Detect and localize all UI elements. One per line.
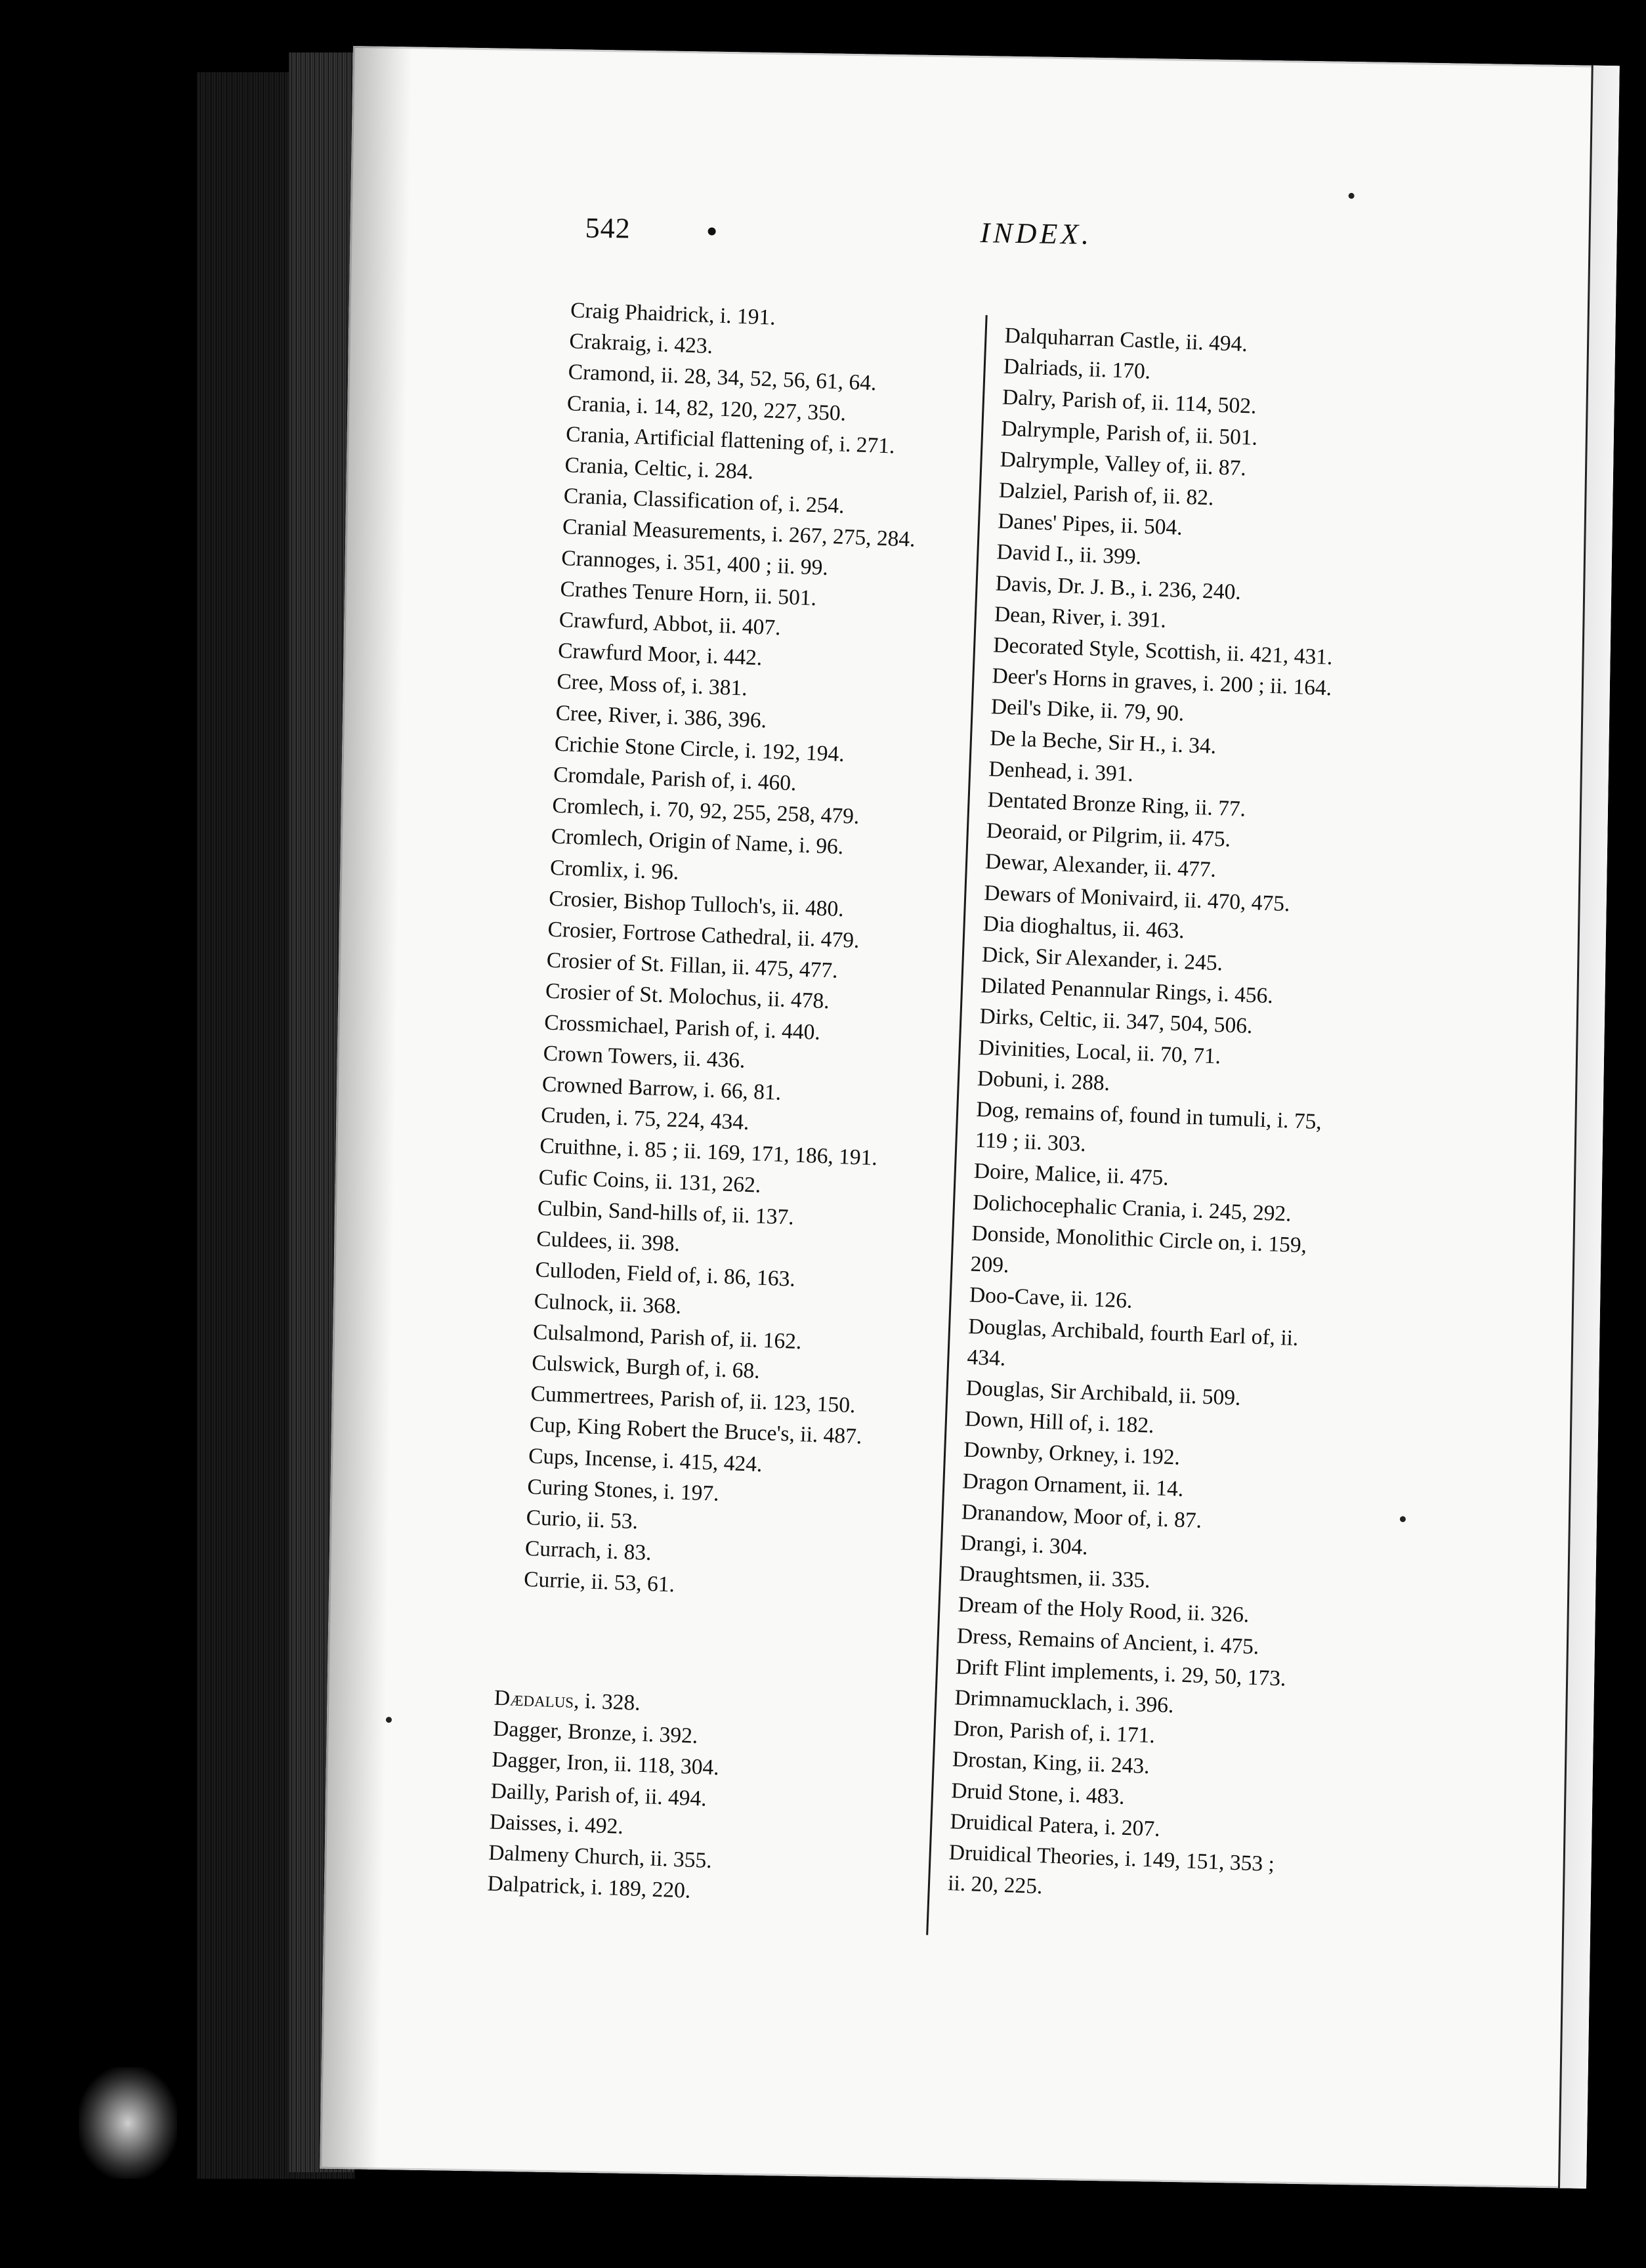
index-entry: Dalrymple, Valley of, ii. 87. [1000,447,1247,481]
index-entry: Cranial Measurements, i. 267, 275, 284. [562,514,916,553]
index-entry: David I., ii. 399. [996,539,1142,570]
index-entry: Dick, Sir Alexander, i. 245. [981,942,1223,976]
index-entry: Crania, Classification of, i. 254. [563,484,845,518]
index-entry: Crichie Stone Circle, i. 192, 194. [554,731,845,766]
index-entry: Davis, Dr. J. B., i. 236, 240. [995,571,1242,604]
index-entry: Dentated Bronze Ring, ii. 77. [987,788,1246,822]
index-entry: Drangi, i. 304. [960,1530,1089,1560]
index-entry: Cummertrees, Parish of, ii. 123, 150. [530,1381,856,1418]
index-entry: 119 ; ii. 303. [975,1128,1087,1157]
index-entry: Dalziel, Parish of, ii. 82. [998,478,1215,511]
index-entry: Dirks, Celtic, ii. 347, 504, 506. [979,1004,1253,1039]
index-entry: Curing Stones, i. 197. [526,1474,720,1506]
page-number: 542 [585,211,631,245]
index-entry: Culdees, ii. 398. [536,1227,681,1257]
index-entry: Crania, i. 14, 82, 120, 227, 350. [566,390,847,426]
index-entry: 434. [966,1345,1006,1371]
index-entry: Cruden, i. 75, 224, 434. [540,1102,750,1135]
index-column-right [947,320,1351,1912]
index-entry: Crakraig, i. 423. [568,329,713,359]
index-entry: Crathes Tenure Horn, ii. 501. [559,576,817,611]
index-entry: Cree, River, i. 386, 396. [555,700,767,733]
index-entry: Doo-Cave, ii. 126. [969,1282,1133,1314]
index-entry: Culsalmond, Parish of, ii. 162. [532,1319,802,1354]
index-entry: Currach, i. 83. [524,1536,652,1566]
index-entry: Druidical Patera, i. 207. [949,1809,1161,1841]
print-speck [1349,193,1355,199]
index-entry: Currie, ii. 53, 61. [523,1567,675,1597]
index-entry: Danes' Pipes, ii. 504. [997,509,1183,540]
index-entry: Culbin, Sand-hills of, ii. 137. [537,1196,795,1230]
index-entry: Dalriads, ii. 170. [1003,354,1151,385]
index-entry: Denhead, i. 391. [988,757,1134,787]
index-entry: Drostan, King, ii. 243. [952,1747,1150,1779]
index-entry: Divinities, Local, ii. 70, 71. [978,1035,1221,1069]
index-entry: Cups, Incense, i. 415, 424. [528,1443,763,1477]
index-entry: Cree, Moss of, i. 381. [556,669,748,701]
index-entry: Crawfurd Moor, i. 442. [557,639,763,671]
index-entry: Downby, Orkney, i. 192. [963,1437,1181,1470]
index-entry: Dolichocephalic Crania, i. 245, 292. [972,1190,1292,1227]
index-entry: Dilated Penannular Rings, i. 456. [980,973,1274,1009]
index-entry: Cufic Coins, ii. 131, 262. [538,1165,761,1198]
page-right-edge [1558,66,1620,2189]
index-entry: Culswick, Burgh of, i. 68. [531,1351,761,1383]
index-entry: Drimnamucklach, i. 396. [954,1685,1175,1718]
index-entry: Crawfurd, Abbot, ii. 407. [559,607,782,640]
index-entry: Deil's Dike, ii. 79, 90. [990,694,1185,726]
index-entry: Deoraid, or Pilgrim, ii. 475. [986,818,1231,852]
index-entry: Dalquharran Castle, ii. 494. [1004,323,1248,357]
index-entry: Dia dioghaltus, ii. 463. [982,911,1185,944]
index-entry: Deer's Horns in graves, i. 200 ; ii. 164. [991,663,1332,701]
index-entry: Down, Hill of, i. 182. [964,1406,1155,1438]
header-bullet [708,228,716,236]
index-entry: De la Beche, Sir H., i. 34. [989,725,1217,759]
index-entry: Craig Phaidrick, i. 191. [570,298,776,330]
print-speck [1400,1516,1406,1522]
index-entry: Cruithne, i. 85 ; ii. 169, 171, 186, 191. [539,1133,878,1171]
index-entry: Culloden, Field of, i. 86, 163. [534,1257,796,1292]
index-entry: Dragon Ornament, ii. 14. [962,1468,1184,1502]
index-entry: Crossmichael, Parish of, i. 440. [543,1010,821,1045]
index-entry: Cromdale, Parish of, i. 460. [553,762,797,796]
index-entry: Dobuni, i. 288. [977,1066,1110,1096]
index-entry: Druid Stone, i. 483. [950,1778,1126,1809]
index-entry: Dalry, Parish of, ii. 114, 502. [1002,385,1257,419]
index-entry: Crosier, Bishop Tulloch's, ii. 480. [548,886,845,921]
index-entry-text: Dagger, Iron, ii. 118, 304. [491,1748,720,1780]
index-entry: Crania, Artificial flattening of, i. 271. [565,421,896,459]
index-entry: Dron, Parish of, i. 171. [953,1716,1156,1748]
index-entry: Douglas, Sir Archibald, ii. 509. [965,1376,1242,1410]
index-entry: Crown Towers, ii. 436. [543,1041,746,1073]
index-entry: Dewar, Alexander, ii. 477. [984,849,1217,883]
index-page [320,46,1620,2189]
index-entry: Cromlix, i. 96. [549,855,679,885]
index-entry-text: Dalmeny Church, ii. 355. [488,1840,713,1874]
index-entry: Decorated Style, Scottish, ii. 421, 431. [992,633,1334,670]
index-entry: Crania, Celtic, i. 284. [564,453,754,484]
index-entry: Donside, Monolithic Circle on, i. 159, [971,1221,1307,1258]
index-entry: Cromlech, Origin of Name, i. 96. [551,824,844,860]
index-entry: Crowned Barrow, i. 66, 81. [541,1072,782,1105]
index-entry: Dog, remains of, found in tumuli, i. 75, [975,1097,1322,1135]
paper-stain [79,2067,177,2179]
index-entry: Dalrymple, Parish of, ii. 501. [1000,416,1258,450]
index-entry: Doire, Malice, ii. 475. [973,1159,1170,1191]
index-entry: Dranandow, Moor of, i. 87. [961,1500,1202,1533]
index-entry: Crosier of St. Fillan, ii. 475, 477. [546,948,839,984]
index-entry-text: Dailly, Parish of, ii. 494. [490,1778,707,1811]
index-entry: Curio, ii. 53. [526,1505,639,1534]
index-entry-text: , i. 328. [573,1689,641,1715]
index-entry: Drift Flint implements, i. 29, 50, 173. [955,1654,1287,1691]
index-entry: Draughtsmen, ii. 335. [958,1561,1151,1593]
index-entry: Cromlech, i. 70, 92, 255, 258, 479. [551,793,860,830]
index-column-left [523,295,923,1608]
print-speck [386,1717,392,1723]
index-entry: Douglas, Archibald, fourth Earl of, ii. [967,1314,1299,1351]
index-entry: Crannoges, i. 351, 400 ; ii. 99. [560,545,829,580]
index-entry: Dean, River, i. 391. [994,602,1167,633]
index-entry: 209. [970,1251,1010,1278]
index-entry: Cramond, ii. 28, 34, 52, 56, 61, 64. [568,360,877,396]
index-entry: Cup, King Robert the Bruce's, ii. 487. [529,1412,862,1449]
index-entry-head: Dædalus [494,1685,574,1713]
index-entry: Dress, Remains of Ancient, i. 475. [956,1623,1259,1659]
index-entry: Crosier of St. Molochus, ii. 478. [545,979,830,1014]
index-entry: Druidical Theories, i. 149, 151, 353 ; [948,1840,1275,1877]
index-entry-text: Daisses, i. 492. [489,1809,624,1839]
index-entry: Crosier, Fortrose Cathedral, ii. 479. [547,917,860,954]
index-entry-text: Dalpatrick, i. 189, 220. [486,1871,691,1904]
index-entry: Dream of the Holy Rood, ii. 326. [958,1592,1250,1628]
index-entry: Culnock, ii. 368. [534,1288,682,1318]
index-entry: Dewars of Monivaird, ii. 470, 475. [983,880,1291,916]
index-entry-text: Dagger, Bronze, i. 392. [492,1716,698,1749]
running-head: INDEX. [980,217,1093,251]
index-entry: ii. 20, 225. [947,1871,1044,1899]
index-column-left-d-section [487,1683,722,1908]
